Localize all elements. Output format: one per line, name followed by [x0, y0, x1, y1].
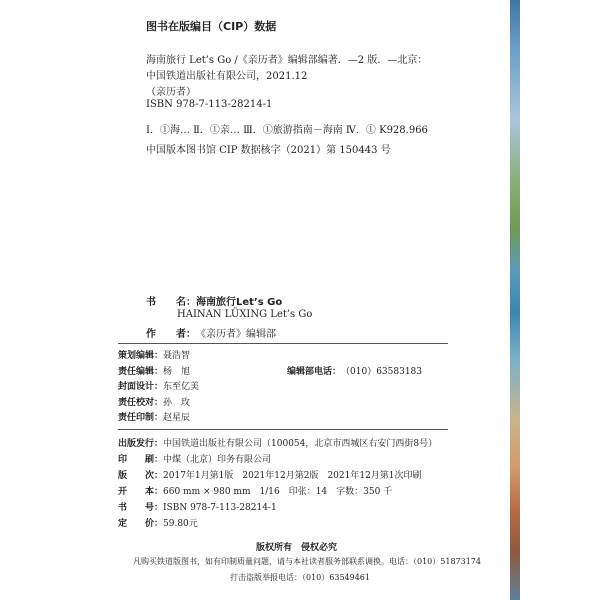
cover-design: 东至亿美: [163, 382, 200, 392]
title-label: 书 名：: [146, 297, 196, 308]
responsible-editor-label: 责任编辑：: [118, 367, 164, 377]
book-number-label: 书 号：: [118, 503, 164, 513]
divider-rule-2: [118, 429, 448, 430]
cip-verification: 中国版本图书馆 CIP 数据核字（2021）第 150443 号: [146, 145, 391, 156]
cip-heading: 图书在版编目（CIP）数据: [146, 20, 277, 33]
editorial-phone: （010）63583183: [341, 367, 423, 377]
responsible-editor: 杨 旭: [163, 367, 191, 377]
print-supervisor: 赵星辰: [163, 413, 191, 423]
cover-design-label: 封面设计：: [118, 382, 164, 392]
print-supervisor-label: 责任印制：: [118, 413, 164, 423]
planning-editor-label: 策划编辑：: [118, 351, 164, 361]
edition-label: 版 次：: [118, 471, 164, 481]
price: 59.80元: [163, 519, 198, 529]
edition: 2017年1月第1版 2021年12月第2版 2021年12月第1次印刷: [163, 471, 422, 481]
author-label: 作 者：: [146, 329, 196, 340]
cip-line-2: 中国铁道出版社有限公司，2021.12: [146, 71, 308, 82]
proofreader: 孙 玫: [163, 398, 191, 408]
planning-editor: 聂浩智: [163, 351, 191, 361]
cip-series: （亲历者）: [146, 87, 196, 98]
cip-isbn: ISBN 978-7-113-28214-1: [146, 99, 273, 110]
book-title-pinyin: HAINAN LÜXING Let’s Go: [177, 309, 313, 320]
price-label: 定 价：: [118, 519, 164, 529]
rights-statement: 版权所有 侵权必究: [256, 543, 338, 553]
quality-notice: 凡购买铁道版图书，如有印制质量问题，请与本社读者服务部联系调换。电话：（010）51873174: [133, 557, 481, 566]
publisher-label: 出版发行：: [118, 439, 164, 449]
editorial-phone-label: 编辑部电话：: [287, 367, 342, 377]
book-author: 《亲历者》编辑部: [196, 329, 276, 340]
proofreader-label: 责任校对：: [118, 398, 164, 408]
format-label: 开 本：: [118, 487, 164, 497]
cip-subjects: Ⅰ．①海… Ⅱ．①亲… Ⅲ．①旅游指南－海南 Ⅳ．① K928.966: [146, 125, 428, 136]
printer: 中煤（北京）印务有限公司: [163, 455, 272, 465]
cip-line-1: 海南旅行 Let’s Go /《亲历者》编辑部编著．—2 版．—北京：: [146, 55, 428, 66]
printer-label: 印 刷：: [118, 455, 164, 465]
book-format: 660 mm × 980 mm 1/16 印张：14 字数：350 千: [163, 487, 393, 497]
publisher: 中国铁道出版社有限公司（100054，北京市西城区右安门西街8号）: [163, 439, 438, 449]
cover-edge-photo-strip: [510, 0, 520, 600]
anti-piracy-phone: 打击盗版举报电话：（010）63549461: [230, 573, 370, 582]
divider-rule-1: [118, 343, 448, 344]
book-number: ISBN 978-7-113-28214-1: [163, 503, 277, 513]
book-title: 海南旅行Let’s Go: [196, 297, 283, 308]
